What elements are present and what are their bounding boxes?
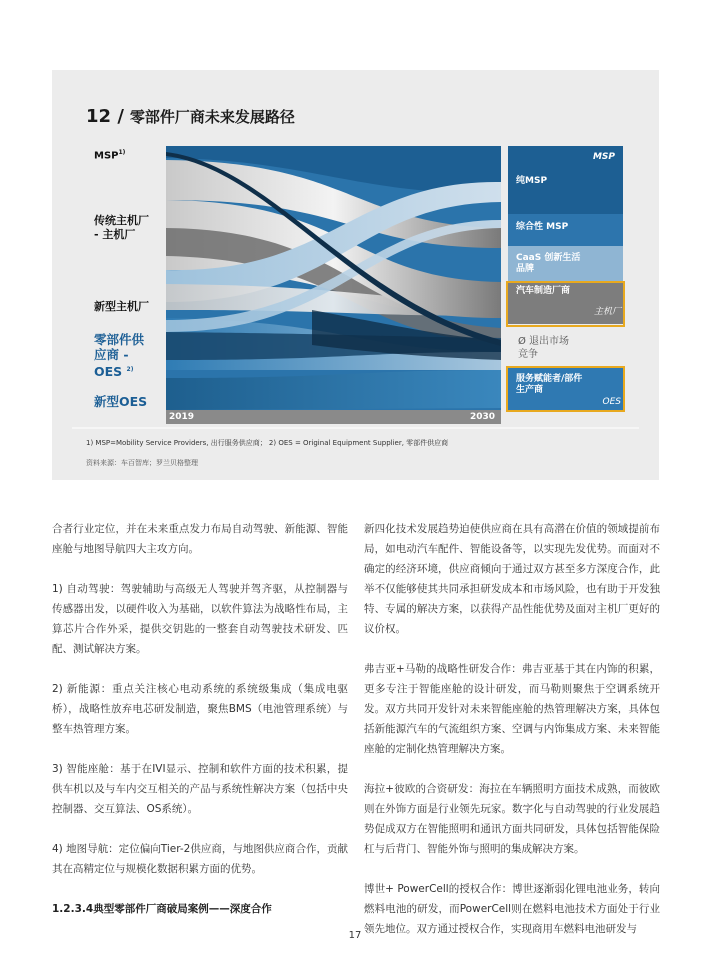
figure-footnote: 1) MSP=Mobility Service Providers, 出行服务供应商； 2) OES = Original Equipment Supplier, 零部件供应商	[86, 439, 449, 447]
paragraph: 博世+ PowerCell的授权合作：博世逐渐弱化锂电池业务，转向燃料电池的研发，而PowerCell则在燃料电池技术方面处于行业领先地位。双方通过授权合作，实现商用车燃料电池研发与	[364, 883, 660, 935]
sankey-diagram	[52, 70, 659, 480]
figure-title-text: 零部件厂商未来发展路径	[129, 108, 295, 126]
dest-automaker: 汽车制造厂商 主机厂	[516, 286, 621, 317]
highlight-automaker	[506, 281, 625, 327]
figure-panel	[52, 70, 659, 480]
year-start: 2019	[169, 412, 195, 422]
highlight-enabler	[506, 366, 625, 412]
paragraph: 海拉+彼欧的合资研发：海拉在车辆照明方面技术成熟，而彼欧则在外饰方面是行业领先玩家。数字化与自动驾驶的行业发展趋势促成双方在智能照明和通讯方面共同研发，具体包括智能保险杠与后背门、智能外饰与照明的集成解决方案。	[364, 783, 660, 855]
source-label-msp: MSP$^{1)}$	[94, 149, 126, 162]
source-label-supplier-oes: 零部件供 应商 - OES $^{2)}$	[94, 332, 145, 380]
dest-caas: CaaS 创新生活 品牌	[516, 253, 581, 274]
dest-pure-msp: 纯MSP	[516, 176, 548, 186]
figure-number: 12 /	[86, 106, 124, 127]
right-column	[364, 519, 660, 959]
paragraph: 4) 地图导航：定位偏向Tier-2供应商，与地图供应商合作，贡献其在高精定位与规模化数据积累方面的优势。	[52, 843, 348, 875]
figure-source: 资料来源：车百智库；罗兰贝格整理	[86, 459, 198, 467]
dest-integrated-msp: 综合性 MSP	[516, 222, 569, 232]
dest-enabler: 服务赋能者/部件 生产商 OES	[516, 374, 621, 407]
dest-exit: Ø 退出市场 竞争	[518, 336, 570, 360]
timeline-bar	[166, 410, 501, 424]
paragraph: 1) 自动驾驶：驾驶辅助与高级无人驾驶并驾齐驱，从控制器与传感器出发，以硬件收入为基础，以软件算法为战略性布局，主算芯片合作外采，提供交钥匙的一整套自动驾驶技术研发、匹配、测试解决方案。	[52, 583, 348, 655]
paragraph: 2) 新能源：重点关注核心电动系统的系统级集成（集成电驱桥），战略性放弃电芯研发制造，聚焦BMS（电池管理系统）与整车热管理方案。	[52, 683, 348, 735]
left-column	[52, 519, 348, 939]
section-heading: 1.2.3.4典型零部件厂商破局案例——深度合作	[52, 903, 272, 915]
source-label-new-oem: 新型主机厂	[94, 300, 149, 313]
paragraph: 新四化技术发展趋势迫使供应商在具有高潜在价值的领域提前布局，如电动汽车配件、智能设备等，以实现先发优势。而面对不确定的经济环境，供应商倾向于通过双方甚至多方深度合作，此举不仅能够使其共同承担研发成本和市场风险，也有助于开发独特、专属的解决方案，以获得产品性能优势及面对主机厂更好的议价权。	[364, 523, 660, 635]
paragraph: 弗吉亚+马勒的战略性研发合作：弗吉亚基于其在内饰的积累，更多专注于智能座舱的设计研发，而马勒则聚焦于空调系统开发。双方共同开发针对未来智能座舱的热管理解决方案，具体包括新能源汽车的气流组织方案、空调与内饰集成方案、未来智能座舱的定制化热管理解决方案。	[364, 663, 660, 755]
page-number: 17	[348, 930, 362, 941]
source-label-new-oes: 新型OES	[94, 394, 148, 409]
year-end: 2030	[470, 412, 496, 422]
dest-group-label: MSP	[592, 152, 615, 162]
source-label-traditional-oem: 传统主机厂 - 主机厂	[94, 214, 149, 241]
paragraph: 合者行业定位，并在未来重点发力布局自动驾驶、新能源、智能座舱与地图导航四大主攻方向。	[52, 523, 348, 555]
paragraph: 3) 智能座舱：基于在IVI显示、控制和软件方面的技术积累，提供车机以及与车内交互相关的产品与系统性解决方案（包括中央控制器、交互算法、OS系统）。	[52, 763, 348, 815]
